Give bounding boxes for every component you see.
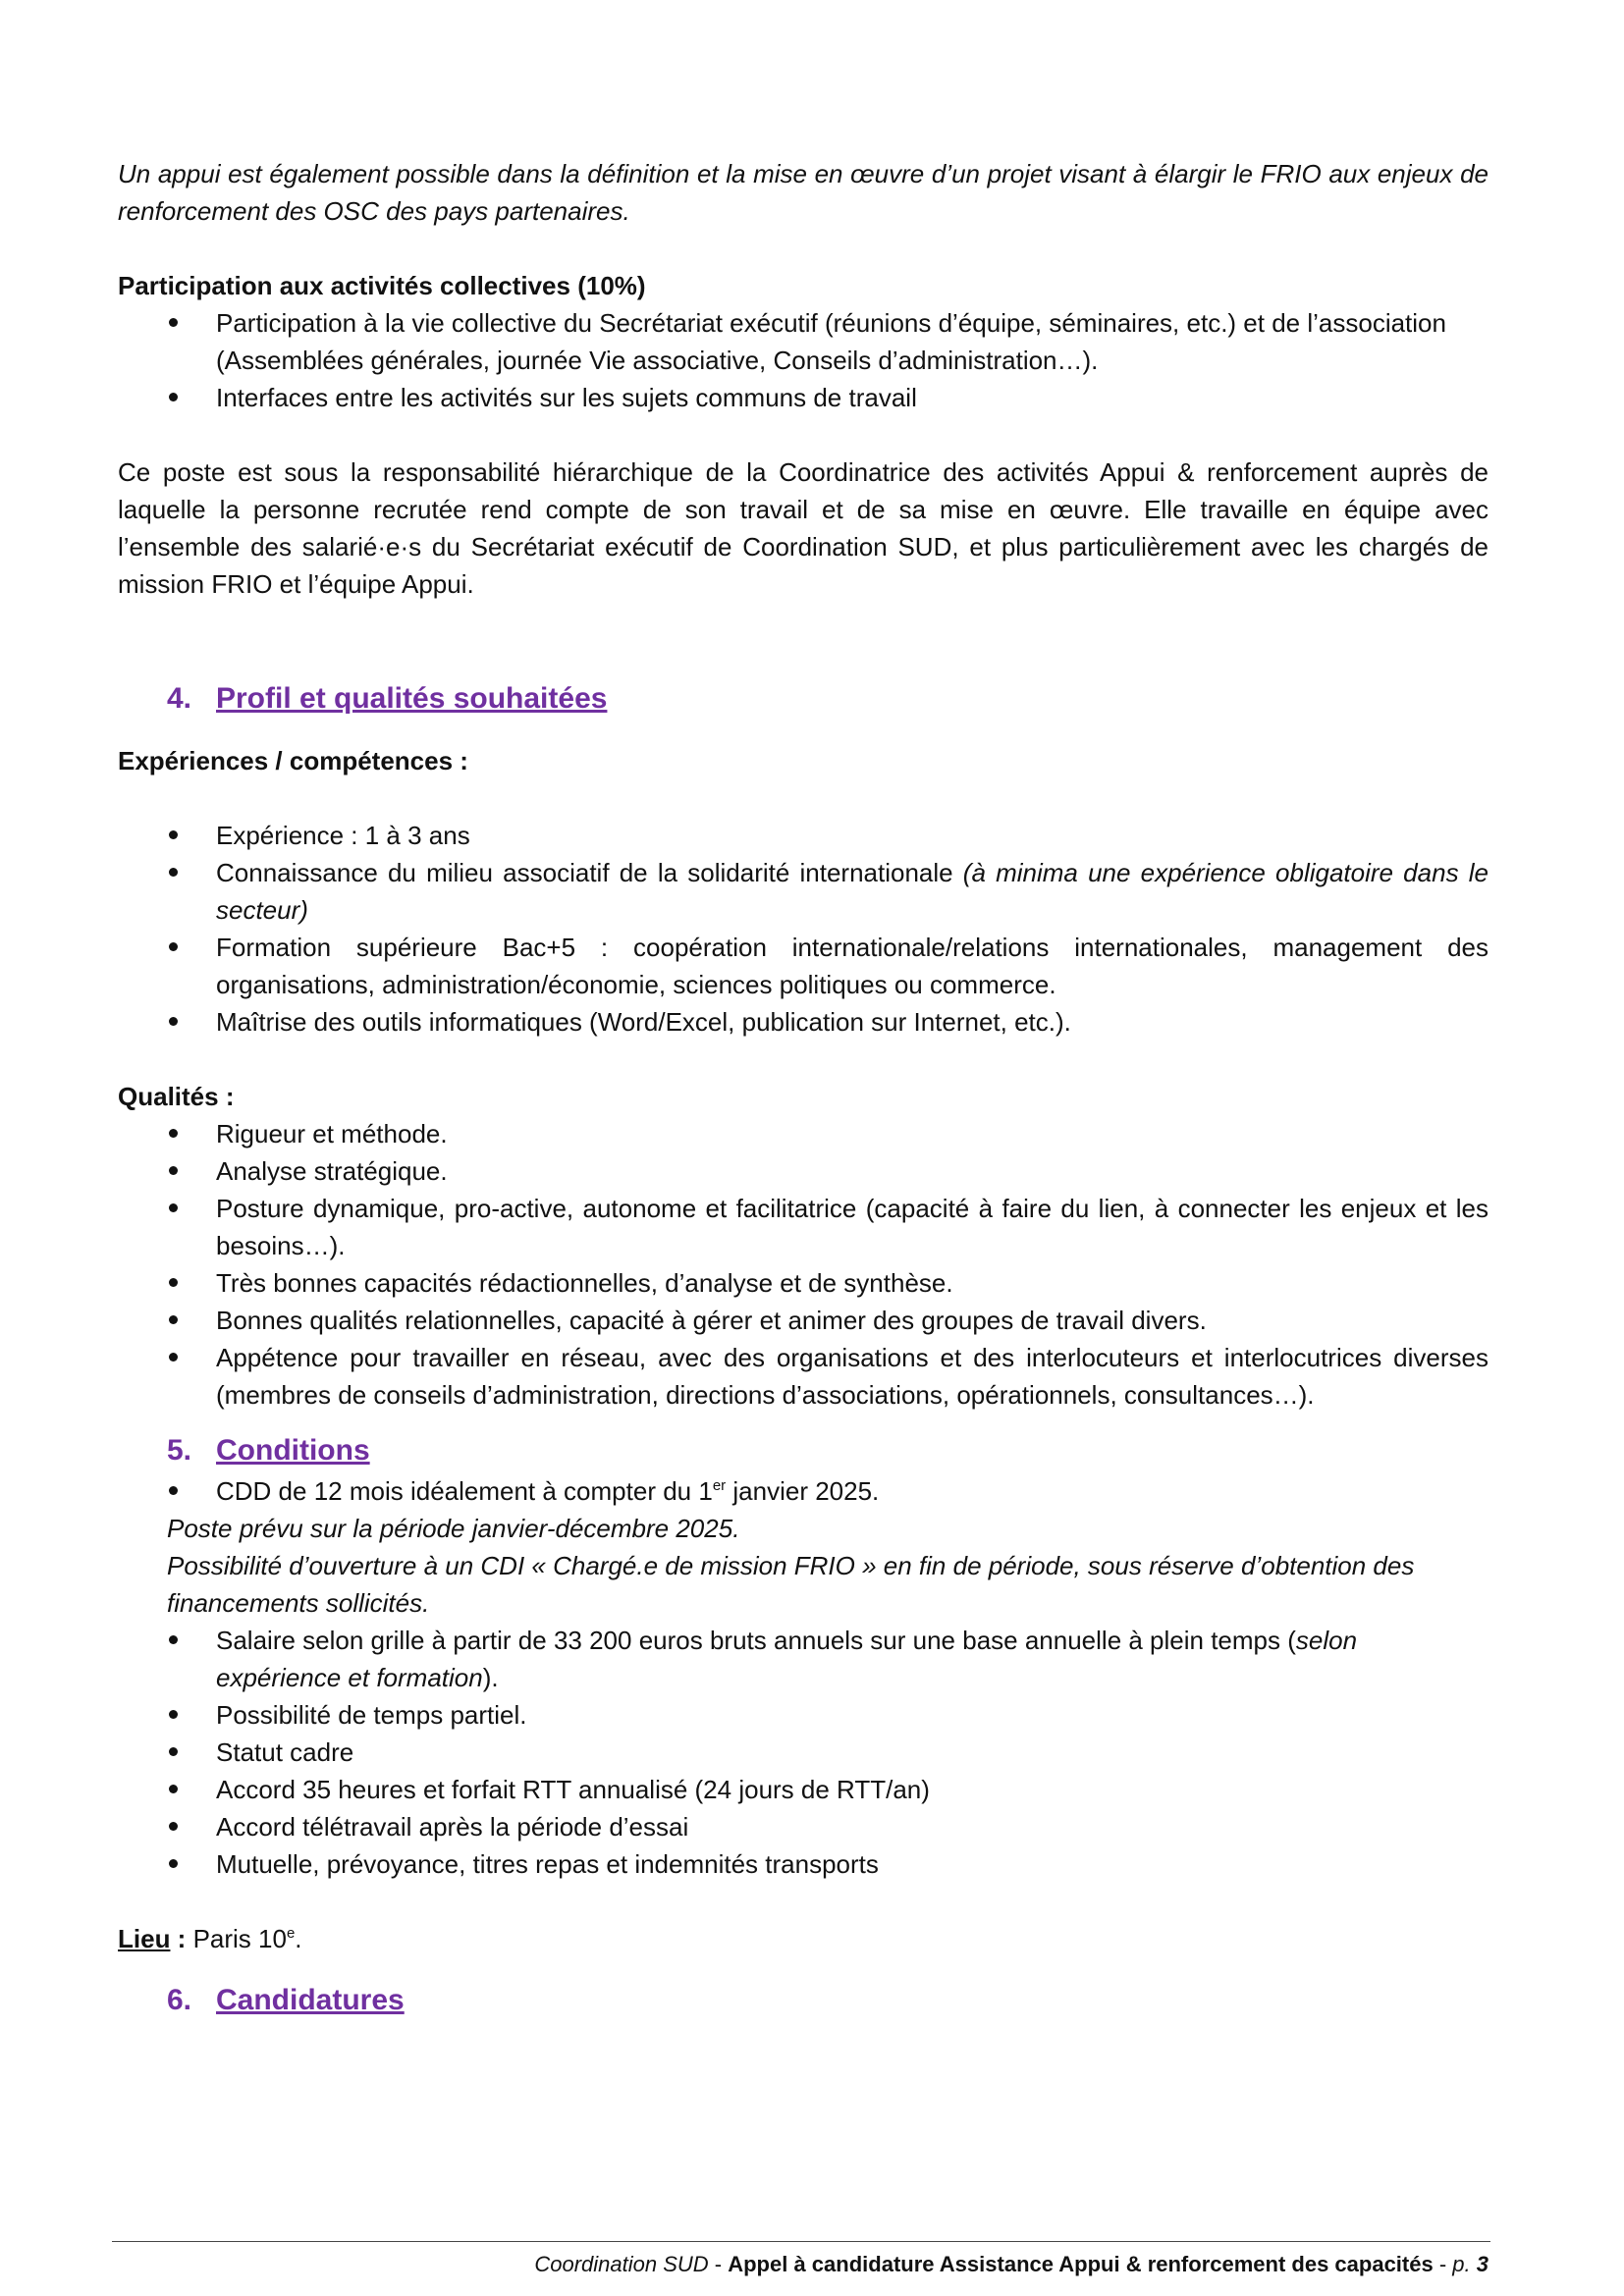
list-item: Maîtrise des outils informatiques (Word/Excel, publication sur Internet, etc.). <box>118 1003 1489 1041</box>
list-item: Rigueur et méthode. <box>118 1115 1489 1152</box>
conditions-list <box>118 1622 1489 1883</box>
section-title: Conditions <box>216 1434 370 1467</box>
list-item: Appétence pour travailler en réseau, avec des organisations et des interlocuteurs et interlocutrices diverses (membres de conseils d’administration, directions d’associations, opérationnels, consultances…). <box>118 1339 1489 1414</box>
page-footer: Coordination SUD - Appel à candidature Assistance Appui & renforcement des capacités - p. 3 <box>534 2252 1489 2276</box>
section-heading-5 <box>118 1429 1489 1472</box>
footer-org: Coordination SUD <box>534 2252 709 2276</box>
conditions-note: Poste prévu sur la période janvier-décembre 2025. <box>167 1514 740 1543</box>
experiences-list <box>118 817 1489 1041</box>
section-title: Candidatures <box>216 1984 405 2016</box>
section-number: 4. <box>167 682 192 715</box>
list-item: Posture dynamique, pro-active, autonome et facilitatrice (capacité à faire du lien, à connecter les enjeux et les besoins…). <box>118 1190 1489 1264</box>
list-item: Analyse stratégique. <box>118 1152 1489 1190</box>
conditions-note: Possibilité d’ouverture à un CDI « Chargé.e de mission FRIO » en fin de période, sous réserve d’obtention des financements sollicités. <box>167 1551 1415 1618</box>
list-item: Accord 35 heures et forfait RTT annualisé (24 jours de RTT/an) <box>118 1771 1489 1808</box>
document-page <box>118 155 1489 2022</box>
list-item: Formation supérieure Bac+5 : coopération internationale/relations internationales, management des organisations, administration/économie, sciences politiques ou commerce. <box>118 929 1489 1003</box>
section-heading-6 <box>118 1979 1489 2022</box>
list-item: Bonnes qualités relationnelles, capacité à gérer et animer des groupes de travail divers. <box>118 1302 1489 1339</box>
list-item: Interfaces entre les activités sur les sujets communs de travail <box>118 379 1489 416</box>
list-item: Possibilité de temps partiel. <box>118 1696 1489 1734</box>
section-number: 5. <box>167 1434 192 1467</box>
intro-paragraph: Un appui est également possible dans la définition et la mise en œuvre d’un projet visant à élargir le FRIO aux enjeux de renforcement des OSC des pays partenaires. <box>118 159 1489 226</box>
participation-list <box>118 304 1489 416</box>
list-item: Connaissance du milieu associatif de la solidarité internationale (à minima une expérience obligatoire dans le secteur) <box>118 854 1489 929</box>
list-item: Expérience : 1 à 3 ans <box>118 817 1489 854</box>
section-title: Profil et qualités souhaitées <box>216 682 608 715</box>
list-item: Accord télétravail après la période d’essai <box>118 1808 1489 1845</box>
experiences-title: Expériences / compétences : <box>118 746 468 775</box>
list-item: Mutuelle, prévoyance, titres repas et indemnités transports <box>118 1845 1489 1883</box>
location-line: Lieu : Paris 10e. <box>118 1924 302 1953</box>
footer-doc-title: Appel à candidature Assistance Appui & renforcement des capacités <box>728 2252 1434 2276</box>
hierarchy-paragraph: Ce poste est sous la responsabilité hiérarchique de la Coordinatrice des activités Appui & renforcement auprès de laquelle la personne recrutée rend compte de son travail et de sa mise en œuvre. Elle travaille en équipe avec l’ensemble des salarié·e·s du Secrétariat exécutif de Coordination SUD, et plus particulièrement avec les chargés de mission FRIO et l’équipe Appui. <box>118 457 1489 599</box>
section-heading-4 <box>118 677 1489 721</box>
conditions-list-top <box>118 1472 1489 1510</box>
list-item: Salaire selon grille à partir de 33 200 euros bruts annuels sur une base annuelle à plein temps (selon expérience et formation). <box>118 1622 1489 1696</box>
footer-divider <box>112 2241 1490 2242</box>
list-item: Participation à la vie collective du Secrétariat exécutif (réunions d’équipe, séminaires, etc.) et de l’association (Assemblées générales, journée Vie associative, Conseils d’administration…). <box>118 304 1489 379</box>
page-number: 3 <box>1476 2252 1489 2276</box>
location-value: Paris 10 <box>192 1924 287 1953</box>
location-label: Lieu <box>118 1924 171 1953</box>
list-item: Statut cadre <box>118 1734 1489 1771</box>
qualities-title: Qualités : <box>118 1082 235 1111</box>
qualities-list <box>118 1115 1489 1414</box>
section-number: 6. <box>167 1984 192 2016</box>
list-item: Très bonnes capacités rédactionnelles, d’analyse et de synthèse. <box>118 1264 1489 1302</box>
list-item: CDD de 12 mois idéalement à compter du 1er janvier 2025. <box>118 1472 1489 1510</box>
participation-title: Participation aux activités collectives (10%) <box>118 271 646 300</box>
